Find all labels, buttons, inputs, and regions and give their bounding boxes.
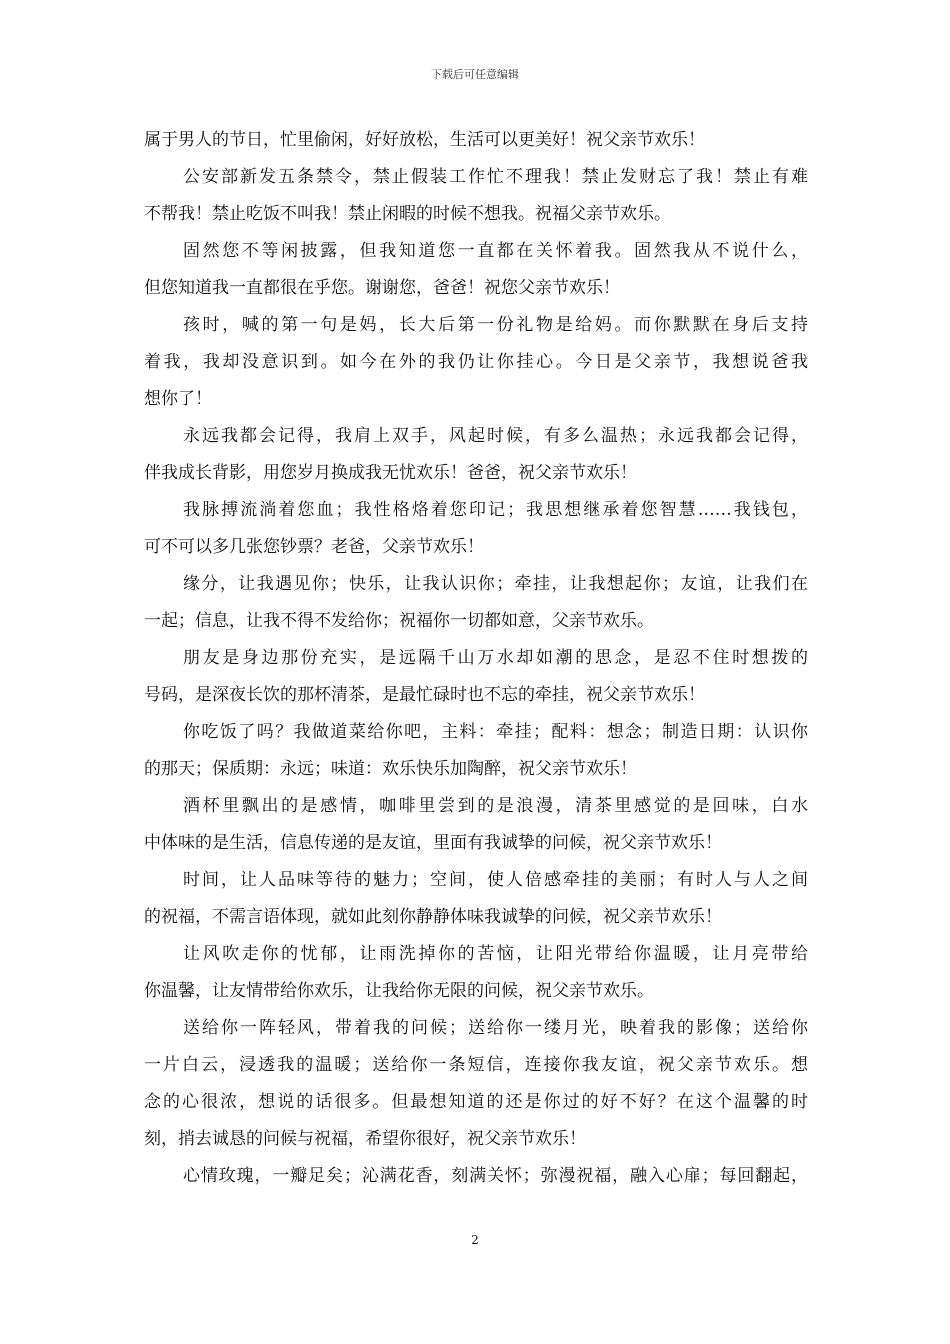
text-line: 孩时，喊的第一句是妈，长大后第一份礼物是给妈。而你默默在身后支持	[183, 315, 808, 335]
text-line: 刻，捎去诚恳的问候与祝福，希望你很好，祝父亲节欢乐！	[144, 1129, 586, 1149]
text-line: 我脉搏流淌着您血；我性格烙着您印记；我思想继承着您智慧……我钱包，	[183, 500, 808, 520]
text-line: 念的心很浓，想说的话很多。但最想知道的还是你过的好不好？在这个温馨的时	[144, 1092, 808, 1112]
text-line: 一起；信息，让我不得不发给你；祝福你一切都如意，父亲节欢乐。	[144, 611, 654, 631]
text-line: 缘分，让我遇见你；快乐，让我认识你；牵挂，让我想起你；友谊，让我们在	[183, 574, 808, 594]
text-line: 心情玫瑰，一瓣足矣；沁满花香，刻满关怀；弥漫祝福，融入心扉；每回翻起，	[183, 1166, 808, 1186]
text-line: 不帮我！禁止吃饭不叫我！禁止闲暇的时候不想我。祝福父亲节欢乐。	[144, 204, 671, 224]
page-header: 下载后可任意编辑	[431, 68, 519, 81]
text-line: 想你了！	[144, 389, 212, 409]
text-line: 可不可以多几张您钞票？老爸，父亲节欢乐！	[144, 537, 484, 557]
document-body	[144, 122, 808, 1195]
text-line: 公安部新发五条禁令，禁止假装工作忙不理我！禁止发财忘了我！禁止有难	[183, 167, 808, 187]
text-line: 中体味的是生活，信息传递的是友谊，里面有我诚挚的问候，祝父亲节欢乐！	[144, 833, 722, 853]
text-line: 的那天；保质期：永远；味道：欢乐快乐加陶醉，祝父亲节欢乐！	[144, 759, 637, 779]
text-line: 时间，让人品味等待的魅力；空间，使人倍感牵挂的美丽；有时人与人之间	[183, 870, 808, 890]
text-line: 属于男人的节日，忙里偷闲，好好放松，生活可以更美好！祝父亲节欢乐！	[144, 130, 705, 150]
text-line: 你吃饭了吗？我做道菜给你吧，主料：牵挂；配料：想念；制造日期：认识你	[183, 722, 808, 742]
text-line: 你温馨，让友情带给你欢乐，让我给你无限的问候，祝父亲节欢乐。	[144, 981, 654, 1001]
text-line: 固然您不等闲披露，但我知道您一直都在关怀着我。固然我从不说什么，	[183, 241, 808, 261]
text-line: 送给你一阵轻风，带着我的问候；送给你一缕月光，映着我的影像；送给你	[183, 1018, 808, 1038]
text-line: 号码，是深夜长饮的那杯清茶，是最忙碌时也不忘的牵挂，祝父亲节欢乐！	[144, 685, 705, 705]
text-line: 但您知道我一直都很在乎您。谢谢您，爸爸！祝您父亲节欢乐！	[144, 278, 620, 298]
text-line: 让风吹走你的忧郁，让雨洗掉你的苦恼，让阳光带给你温暖，让月亮带给	[183, 944, 808, 964]
text-line: 伴我成长背影，用您岁月换成我无忧欢乐！爸爸，祝父亲节欢乐！	[144, 463, 637, 483]
text-line: 一片白云，浸透我的温暖；送给你一条短信，连接你我友谊，祝父亲节欢乐。想	[144, 1055, 808, 1075]
text-line: 酒杯里飘出的是感情，咖啡里尝到的是浪漫，清茶里感觉的是回味，白水	[183, 796, 808, 816]
page-number: 2	[471, 1233, 479, 1247]
text-line: 着我，我却没意识到。如今在外的我仍让你挂心。今日是父亲节，我想说爸我	[144, 352, 808, 372]
text-line: 朋友是身边那份充实，是远隔千山万水却如潮的思念，是忍不住时想拨的	[183, 648, 808, 668]
text-line: 的祝福，不需言语体现，就如此刻你静静体味我诚挚的问候，祝父亲节欢乐！	[144, 907, 722, 927]
text-line: 永远我都会记得，我肩上双手，风起时候，有多么温热；永远我都会记得，	[183, 426, 808, 446]
